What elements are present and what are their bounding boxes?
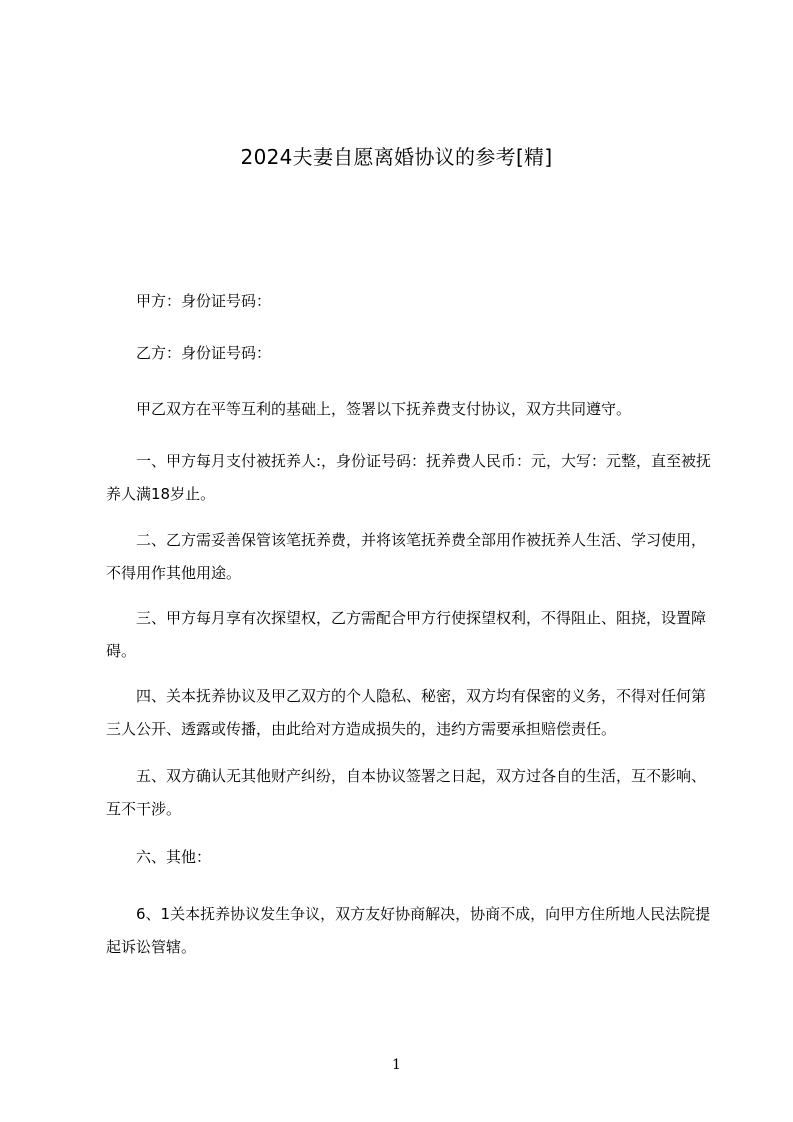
paragraph-clause-2: 二、乙方需妥善保管该笔抚养费，并将该笔抚养费全部用作被抚养人生活、学习使用，不得用作其他用途。 [106, 531, 707, 582]
paragraph-party-b: 乙方：身份证号码： [136, 344, 272, 362]
paragraph-clause-1: 一、甲方每月支付被抚养人:，身份证号码：抚养费人民币：元，大写：元整，直至被抚养人满18岁止。 [106, 452, 712, 503]
paragraph-clause-6: 六、其他： [136, 848, 212, 866]
paragraph-clause-4: 四、关本抚养协议及甲乙双方的个人隐私、秘密，双方均有保密的义务，不得对任何第三人公开、透露或传播，由此给对方造成损失的，违约方需要承担赔偿责任。 [106, 687, 707, 738]
paragraph-clause-3: 三、甲方每月享有次探望权，乙方需配合甲方行使探望权利，不得阻止、阻挠，设置障碍。 [106, 609, 707, 660]
paragraph-party-a: 甲方：身份证号码： [136, 292, 272, 310]
paragraph-clause-5: 五、双方确认无其他财产纠纷，自本协议签署之日起，双方过各自的生活，互不影响、互不干涉。 [106, 767, 707, 818]
page-number: 1 [392, 1057, 401, 1073]
document-title: 2024夫妻自愿离婚协议的参考[精] [240, 145, 553, 169]
paragraph-clause-6-1: 6、1关本抚养协议发生争议，双方友好协商解决，协商不成，向甲方住所地人民法院提起诉讼管辖。 [106, 905, 711, 956]
paragraph-preamble: 甲乙双方在平等互利的基础上，签署以下抚养费支付协议，双方共同遵守。 [136, 400, 632, 418]
